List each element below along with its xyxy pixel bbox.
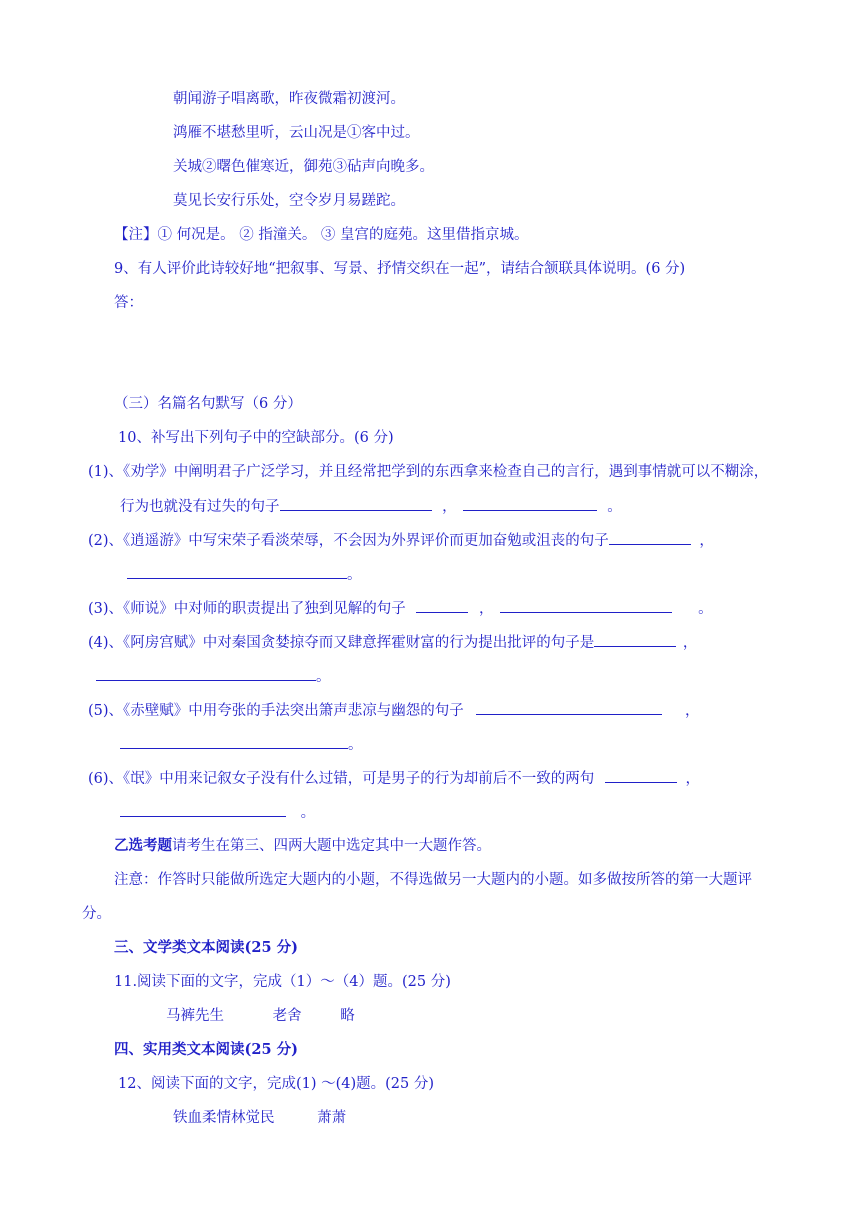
q10-item-2 xyxy=(88,530,714,551)
notice-line-2: 分。 xyxy=(82,906,111,922)
q10-item-1-text: 行为也就没有过失的句子 xyxy=(120,499,280,515)
q10-item-4-text: (4)、《阿房宫赋》中对秦国贪婪掠夺而又肆意挥霍财富的行为提出批评的句子是 xyxy=(88,635,595,651)
q10-item-3 xyxy=(88,598,713,619)
q10-item-6-line-2 xyxy=(120,802,315,823)
q12-work-info xyxy=(173,1108,346,1128)
period: 。 xyxy=(347,567,362,583)
q10-item-3-text: (3)、《师说》中对师的职责提出了独到见解的句子 xyxy=(88,601,406,617)
section-heading-3: （三）名篇名句默写（6 分） xyxy=(114,396,302,412)
optional-section-text: 请考生在第三、四两大题中选定其中一大题作答。 xyxy=(172,838,491,854)
answer-blank[interactable] xyxy=(120,734,348,749)
poem-line-3: 关城②曙色催寒近，御苑③砧声向晚多。 xyxy=(173,159,434,175)
answer-blank[interactable] xyxy=(280,496,432,511)
section-heading-practical: 四、实用类文本阅读(25 分) xyxy=(114,1041,298,1058)
answer-blank[interactable] xyxy=(605,768,677,783)
answer-blank[interactable] xyxy=(127,564,347,579)
q10-item-2-line-2 xyxy=(127,564,362,585)
comma: ， xyxy=(442,499,457,515)
poem-notes: 【注】① 何况是。 ② 指潼关。 ③ 皇宫的庭苑。这里借指京城。 xyxy=(114,227,529,243)
q10-item-1-line-2 xyxy=(120,496,622,517)
q10-item-6 xyxy=(88,768,700,789)
question-12: 12、阅读下面的文字，完成(1) ～(4)题。(25 分) xyxy=(118,1076,435,1092)
answer-blank[interactable] xyxy=(416,598,468,613)
answer-blank[interactable] xyxy=(500,598,672,613)
optional-section-intro xyxy=(114,836,491,856)
q10-item-5 xyxy=(88,700,700,721)
period: 。 xyxy=(698,601,713,617)
question-11: 11.阅读下面的文字，完成（1）～（4）题。(25 分) xyxy=(114,974,451,990)
poem-line-2: 鸿雁不堪愁里听，云山况是①客中过。 xyxy=(173,125,420,141)
comma: ， xyxy=(479,601,494,617)
question-10: 10、补写出下列句子中的空缺部分。(6 分) xyxy=(118,430,394,446)
q10-item-4-line-2 xyxy=(96,666,331,687)
q12-title: 铁血柔情林觉民 xyxy=(173,1110,275,1126)
answer-label: 答： xyxy=(114,295,143,311)
answer-blank[interactable] xyxy=(594,632,676,647)
optional-section-label: 乙选考题 xyxy=(114,837,172,854)
q12-author: 萧萧 xyxy=(317,1110,347,1126)
section-heading-literary: 三、文学类文本阅读(25 分) xyxy=(114,939,298,956)
answer-blank[interactable] xyxy=(96,666,316,681)
q11-omitted: 略 xyxy=(340,1008,355,1024)
q10-item-2-text: (2)、《逍遥游》中写宋荣子看淡荣辱，不会因为外界评价而更加奋勉或沮丧的句子 xyxy=(88,533,609,549)
q11-work-info xyxy=(166,1006,355,1026)
poem-line-4: 莫见长安行乐处，空令岁月易蹉跎。 xyxy=(173,193,405,209)
q10-item-1-line-1: (1)、《劝学》中阐明君子广泛学习，并且经常把学到的东西拿来检查自己的言行，遇到事情就可以不糊涂， xyxy=(88,464,769,480)
comma: ， xyxy=(685,771,701,787)
period: 。 xyxy=(300,805,316,821)
period: 。 xyxy=(348,737,363,753)
answer-blank[interactable] xyxy=(463,496,597,511)
answer-blank[interactable] xyxy=(476,700,662,715)
comma: ， xyxy=(682,635,698,651)
q11-title: 马裤先生 xyxy=(166,1008,224,1024)
period: 。 xyxy=(316,669,331,685)
answer-blank[interactable] xyxy=(609,530,691,545)
q10-item-6-text: (6)、《氓》中用来记叙女子没有什么过错，可是男子的行为却前后不一致的两句 xyxy=(88,771,595,787)
comma: ， xyxy=(699,533,714,549)
poem-line-1: 朝闻游子唱离歌，昨夜微霜初渡河。 xyxy=(173,91,405,107)
answer-blank[interactable] xyxy=(120,802,286,817)
question-9: 9、有人评价此诗较好地“把叙事、写景、抒情交织在一起”，请结合颔联具体说明。(6 分) xyxy=(114,261,686,277)
q10-item-4 xyxy=(88,632,697,653)
q10-item-5-line-2 xyxy=(120,734,363,755)
comma: ， xyxy=(685,703,700,719)
notice-line-1: 注意：作答时只能做所选定大题内的小题，不得选做另一大题内的小题。如多做按所答的第一大题评 xyxy=(114,872,752,888)
q10-item-5-text: (5)、《赤壁赋》中用夸张的手法突出箫声悲凉与幽怨的句子 xyxy=(88,703,464,719)
period: 。 xyxy=(607,499,622,515)
q11-author: 老舍 xyxy=(272,1008,302,1024)
